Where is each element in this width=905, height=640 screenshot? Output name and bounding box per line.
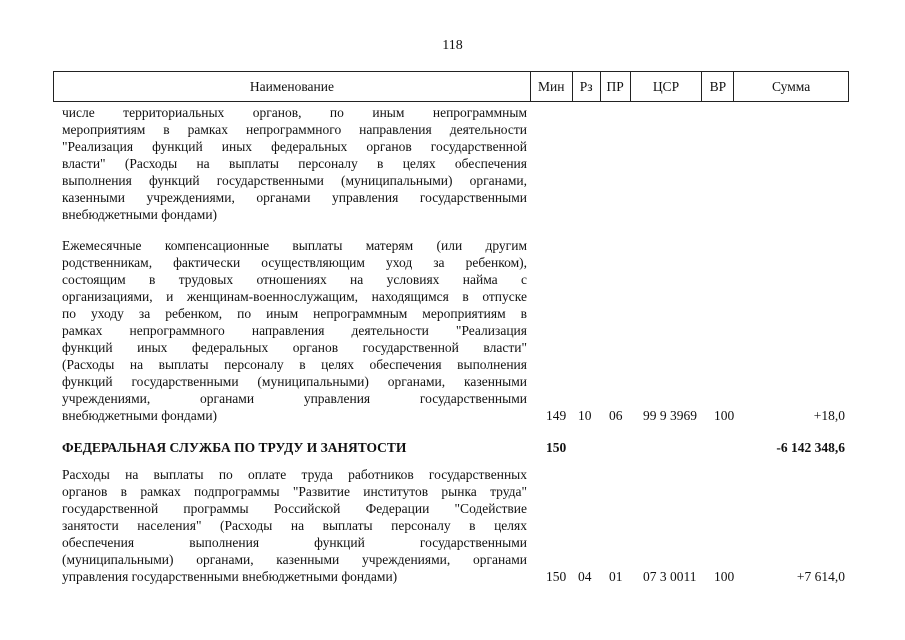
description-line: организациями, и женщинам-военнослужащим, находящимся в отпуске xyxy=(62,289,527,304)
description-line: числе территориальных органов, по иным непрограммным xyxy=(62,105,527,120)
description-line: выполнения функций государственными (муниципальными) органами, xyxy=(62,173,527,188)
description-line: внебюджетными фондами) xyxy=(62,408,218,423)
description-line: мероприятиям в рамках непрограммного направления деятельности xyxy=(62,122,527,137)
description-line: состоящим в трудовых отношениях на условиях найма с xyxy=(62,272,527,287)
description-line: органов в рамках подпрограммы "Развитие институтов рынка труда" xyxy=(62,484,527,499)
row-description xyxy=(62,104,527,223)
cell-min: 149 xyxy=(546,408,567,423)
description-line: (Расходы на выплаты персоналу в целях обеспечения выполнения xyxy=(62,357,527,372)
description-line: родственникам, фактически осуществляющим уход за ребенком), xyxy=(62,255,527,270)
agency-title: ФЕДЕРАЛЬНАЯ СЛУЖБА ПО ТРУДУ И ЗАНЯТОСТИ xyxy=(62,440,407,455)
cell-min: 150 xyxy=(546,440,567,455)
description-line: Расходы на выплаты по оплате труда работников государственных xyxy=(62,467,527,482)
cell-sum: +18,0 xyxy=(813,408,845,423)
cell-sum: -6 142 348,6 xyxy=(776,440,845,455)
header-min: Мин xyxy=(530,72,572,101)
page-number: 118 xyxy=(442,38,463,53)
description-line: власти" (Расходы на выплаты персоналу в целях обеспечения xyxy=(62,156,527,171)
description-line: функций иных федеральных органов государственной власти" xyxy=(62,340,527,355)
cell-vr: 100 xyxy=(714,408,735,423)
header-name: Наименование xyxy=(249,78,334,94)
description-line: занятости населения" (Расходы на выплаты персоналу в целях xyxy=(62,518,527,533)
header-vr: ВР xyxy=(701,72,733,101)
cell-vr: 100 xyxy=(714,569,735,584)
cell-rz: 10 xyxy=(578,408,592,423)
row-description xyxy=(62,466,527,585)
header-sum: Сумма xyxy=(733,72,848,101)
cell-csr: 99 9 3969 xyxy=(643,408,697,423)
description-line: Ежемесячные компенсационные выплаты матерям (или другим xyxy=(62,238,527,253)
description-line: "Реализация функций иных федеральных органов государственной xyxy=(62,139,527,154)
cell-csr: 07 3 0011 xyxy=(643,569,697,584)
description-line: казенными учреждениями, органами управления государственными xyxy=(62,190,527,205)
description-line: государственной программы Российской Федерации "Содействие xyxy=(62,501,527,516)
description-line: (муниципальными) органами, казенными учреждениями, органами xyxy=(62,552,527,567)
row-description xyxy=(62,237,527,424)
description-line: обеспечения выполнения функций государственными xyxy=(62,535,527,550)
header-csr: ЦСР xyxy=(630,72,702,101)
description-line: функций государственными (муниципальными) органами, казенными xyxy=(62,374,527,389)
header-pr: ПР xyxy=(600,72,630,101)
table-header xyxy=(53,71,849,102)
cell-pr: 01 xyxy=(609,569,623,584)
description-line: управления государственными внебюджетными фондами) xyxy=(62,569,398,584)
cell-rz: 04 xyxy=(578,569,592,584)
cell-sum: +7 614,0 xyxy=(796,569,845,584)
cell-pr: 06 xyxy=(609,408,623,423)
description-line: рамках непрограммного направления деятельности "Реализация xyxy=(62,323,527,338)
cell-min: 150 xyxy=(546,569,567,584)
description-line: учреждениями, органами управления государственными xyxy=(62,391,527,406)
header-rz: Рз xyxy=(572,72,600,101)
description-line: по уходу за ребенком, по иным непрограммным мероприятиям в xyxy=(62,306,527,321)
description-line: внебюджетными фондами) xyxy=(62,207,218,222)
